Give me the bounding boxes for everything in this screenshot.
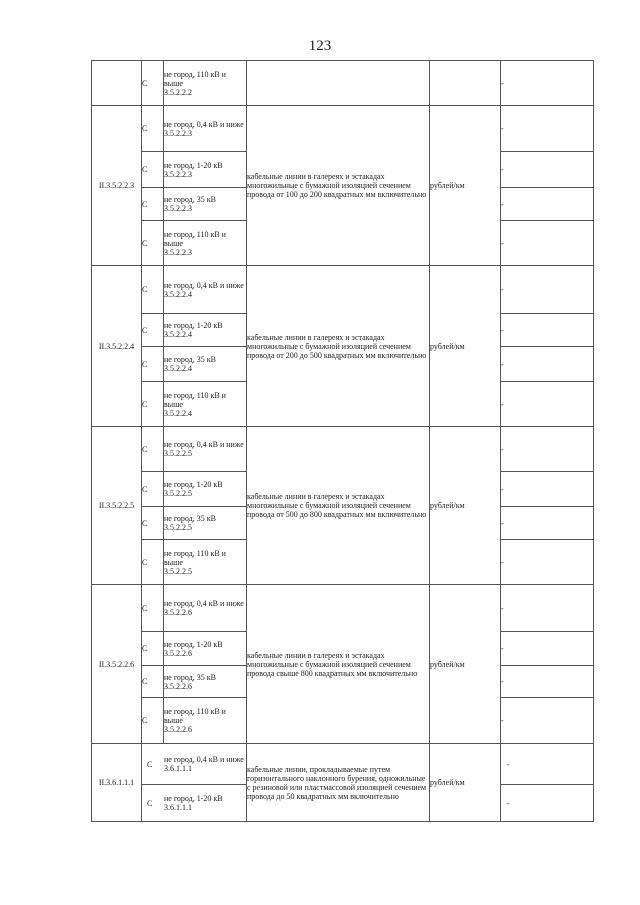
unit-cell: рублей/км [430, 266, 501, 427]
letter-cell: С [142, 347, 164, 382]
letter-cell: С [142, 382, 164, 427]
voltage-level: не город, 0,4 кВ и ниже [164, 755, 244, 764]
value-cell: - [501, 472, 594, 507]
value-cell: - [501, 152, 594, 188]
unit-cell: рублей/км [430, 585, 501, 744]
value-cell: - [501, 585, 594, 632]
letter-cell: С [142, 585, 164, 632]
voltage-level: не город, 35 кВ [164, 672, 216, 682]
letter-cell: С [142, 266, 164, 314]
code-cell: II.3.5.2.2.3 [92, 106, 142, 266]
reference-code: 3.5.2.2.4 [164, 364, 192, 373]
value-cell: - [501, 347, 594, 382]
letter-cell: С [142, 698, 164, 744]
sub-row [142, 785, 246, 821]
table-row [92, 427, 594, 472]
letter-cell: С [142, 61, 164, 106]
voltage-level: не город, 0,4 кВ и ниже [164, 119, 244, 129]
table-row [92, 61, 594, 106]
level-cell [164, 507, 247, 540]
value-cell: - [507, 798, 510, 808]
letter-cell: С [147, 759, 153, 769]
voltage-level: не город, 35 кВ [164, 195, 216, 204]
level-cell [164, 221, 247, 266]
reference-code: 3.5.2.2.6 [164, 648, 192, 658]
letter-cell: С [142, 507, 164, 540]
level-cell [164, 427, 247, 472]
value-cell-group [501, 744, 594, 822]
code-cell: II.3.5.2.2.6 [92, 585, 142, 744]
voltage-level: не город, 110 кВ и выше [164, 69, 226, 88]
level-cell [164, 632, 247, 666]
voltage-level: не город, 1-20 кВ [164, 321, 223, 330]
level-cell [164, 472, 247, 507]
table-row [92, 266, 594, 314]
table-row [92, 744, 594, 822]
value-cell: - [501, 744, 593, 785]
reference-code: 3.5.2.2.5 [164, 449, 192, 458]
voltage-level: не город, 110 кВ и выше [164, 229, 226, 248]
reference-code: 3.5.2.2.4 [164, 289, 192, 299]
letter-cell: С [142, 472, 164, 507]
value-cell: - [501, 632, 594, 666]
reference-code: 3.5.2.2.4 [164, 408, 192, 418]
voltage-level: не город, 1-20 кВ [164, 639, 223, 649]
voltage-level: не город, 1-20 кВ [164, 480, 223, 489]
letter-cell: С [142, 152, 164, 188]
letter-cell: С [142, 632, 164, 666]
level-cell [164, 382, 247, 427]
level-cell [164, 152, 247, 188]
voltage-level: не город, 110 кВ и выше [164, 707, 226, 725]
value-cell: - [501, 221, 594, 266]
unit-cell [430, 61, 501, 106]
sub-row [142, 744, 246, 785]
letter-cell: С [142, 666, 164, 698]
level-cell [164, 61, 247, 106]
value-cell: - [501, 507, 594, 540]
description-cell: кабельные линии в галереях и эстакадах многожильные с бумажной изоляцией сечением провода свыше 800 квадратных мм включительно [247, 585, 430, 744]
code-cell: II.3.5.2.2.4 [92, 266, 142, 427]
tariff-table-body [92, 61, 594, 822]
level-cell [164, 314, 247, 347]
description-cell: кабельные линии в галереях и эстакадах многожильные с бумажной изоляцией сечением провода от 200 до 500 квадратных мм включительно [247, 266, 430, 427]
reference-code: 3.5.2.2.3 [164, 247, 192, 257]
level-cell [164, 188, 247, 221]
level-cell [164, 347, 247, 382]
voltage-level: не город, 35 кВ [164, 355, 216, 364]
value-cell: - [501, 61, 594, 106]
unit-cell: рублей/км [430, 744, 501, 822]
voltage-level: не город, 110 кВ и выше [164, 548, 226, 567]
code-cell [92, 61, 142, 106]
reference-code: 3.5.2.2.3 [164, 128, 192, 138]
voltage-level: не город, 35 кВ [164, 514, 216, 523]
voltage-level: не город, 110 кВ и выше [164, 390, 226, 409]
letter-cell: С [142, 221, 164, 266]
letter-cell: С [142, 540, 164, 585]
level-cell-group [142, 744, 247, 822]
level-cell [164, 755, 246, 773]
description-cell: кабельные линии в галереях и эстакадах многожильные с бумажной изоляцией сечением провода от 100 до 200 квадратных мм включительно [247, 106, 430, 266]
value-cell: - [501, 382, 594, 427]
reference-code: 3.5.2.2.6 [164, 725, 192, 734]
voltage-level: не город, 0,4 кВ и ниже [164, 440, 244, 449]
description-cell [247, 61, 430, 106]
tariff-table [91, 60, 594, 822]
value-cell: - [501, 106, 594, 152]
level-cell [164, 585, 247, 632]
table-row [92, 106, 594, 152]
voltage-level: не город, 0,4 кВ и ниже [164, 280, 244, 290]
reference-code: 3.5.2.2.6 [164, 608, 192, 617]
value-cell: - [501, 266, 594, 314]
voltage-level: не город, 1-20 кВ [164, 160, 223, 170]
description-cell: кабельные линии в галереях и эстакадах многожильные с бумажной изоляцией сечением провода от 500 до 800 квадратных мм включительно [247, 427, 430, 585]
reference-code: 3.5.2.2.5 [164, 523, 192, 532]
unit-cell: рублей/км [430, 106, 501, 266]
code-cell: II.3.5.2.2.5 [92, 427, 142, 585]
value-cell: - [501, 698, 594, 744]
reference-code: 3.5.2.2.3 [164, 169, 192, 179]
letter-cell: С [147, 798, 153, 808]
letter-cell: С [142, 106, 164, 152]
level-cell [164, 106, 247, 152]
level-cell [164, 698, 247, 744]
value-cell: - [501, 314, 594, 347]
unit-cell: рублей/км [430, 427, 501, 585]
page-number: 123 [308, 38, 332, 54]
reference-code: 3.6.1.1.1 [164, 764, 192, 773]
reference-code: 3.5.2.2.5 [164, 489, 192, 498]
value-cell: - [501, 540, 594, 585]
letter-cell: С [142, 188, 164, 221]
reference-code: 3.5.2.2.2 [164, 87, 192, 97]
description-cell: кабельные линии, прокладываемые путем горизонтального наклонного бурения, одножильные с резиновой или пластмассовой изоляцией сечением провода до 50 квадратных мм включительно [247, 744, 430, 822]
level-cell [164, 666, 247, 698]
reference-code: 3.5.2.2.3 [164, 204, 192, 213]
level-cell [164, 794, 246, 812]
level-cell [164, 266, 247, 314]
value-cell: - [501, 427, 594, 472]
voltage-level: не город, 0,4 кВ и ниже [164, 599, 244, 608]
letter-cell: С [142, 427, 164, 472]
table-row [92, 585, 594, 632]
reference-code: 3.5.2.2.4 [164, 330, 192, 339]
letter-cell: С [142, 314, 164, 347]
value-cell: - [501, 188, 594, 221]
reference-code: 3.5.2.2.6 [164, 681, 192, 691]
value-cell: - [501, 666, 594, 698]
level-cell [164, 540, 247, 585]
code-cell: II.3.6.1.1.1 [92, 744, 142, 822]
reference-code: 3.6.1.1.1 [164, 803, 192, 812]
voltage-level: не город, 1-20 кВ [164, 794, 223, 803]
reference-code: 3.5.2.2.5 [164, 566, 192, 576]
